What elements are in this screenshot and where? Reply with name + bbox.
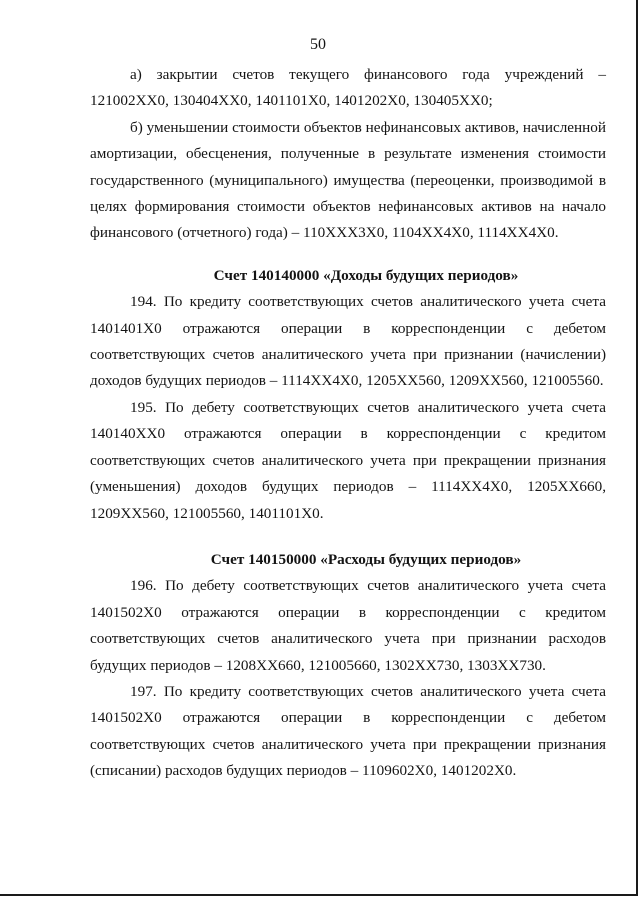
section-heading-deferred-income: Счет 140140000 «Доходы будущих периодов» bbox=[213, 266, 519, 284]
paragraph-195: 195. По дебету соответствующих счетов аналитического учета счета 140140XX0 отражаются операции в корреспонденции с кредитом соответствующих счетов аналитического учета при прекращении признания (уменьшения) доходов будущих периодов – 1114XX4X0, 1205XX660, 1209XX560, 121005560, 1401101X0. bbox=[90, 398, 606, 522]
paragraph-194: 194. По кредиту соответствующих счетов аналитического учета счета 1401401X0 отражаются операции в корреспонденции с дебетом соответствующих счетов аналитического учета при признании (начислении) доходов будущих периодов – 1114XX4X0, 1205XX560, 1209XX560, 121005560. bbox=[90, 293, 606, 390]
paragraph-197: 197. По кредиту соответствующих счетов аналитического учета счета 1401502X0 отражаются операции в корреспонденции с дебетом соответствующих счетов аналитического учета при прекращении признания (списании) расходов будущих периодов – 1109602X0, 1401202X0. bbox=[90, 682, 606, 780]
section-gap bbox=[90, 527, 606, 547]
page-number: 50 bbox=[310, 36, 326, 53]
section-gap bbox=[90, 247, 606, 263]
paragraph-a: а) закрытии счетов текущего финансового года учреждений – 121002XX0, 130404XX0, 1401101X0, 1401202X0, 130405XX0; bbox=[90, 66, 606, 110]
document-body bbox=[90, 62, 606, 785]
paragraph-196: 196. По дебету соответствующих счетов аналитического учета счета 1401502X0 отражаются операции в корреспонденции с кредитом соответствующих счетов аналитического учета при признании расходов будущих периодов – 1208XX660, 121005660, 1302XX730, 1303XX730. bbox=[90, 577, 606, 674]
section-heading-deferred-expenses: Счет 140150000 «Расходы будущих периодов» bbox=[210, 550, 522, 568]
paragraph-b: б) уменьшении стоимости объектов нефинансовых активов, начисленной амортизации, обесценения, полученные в результате изменения стоимости государственного (муниципального) имущества (переоценки, производимой в целях формирования стоимости объектов нефинансовых активов на начало финансового (отчетного) года) – 110XXX3X0, 1104XX4X0, 1114XX4X0. bbox=[90, 118, 606, 242]
